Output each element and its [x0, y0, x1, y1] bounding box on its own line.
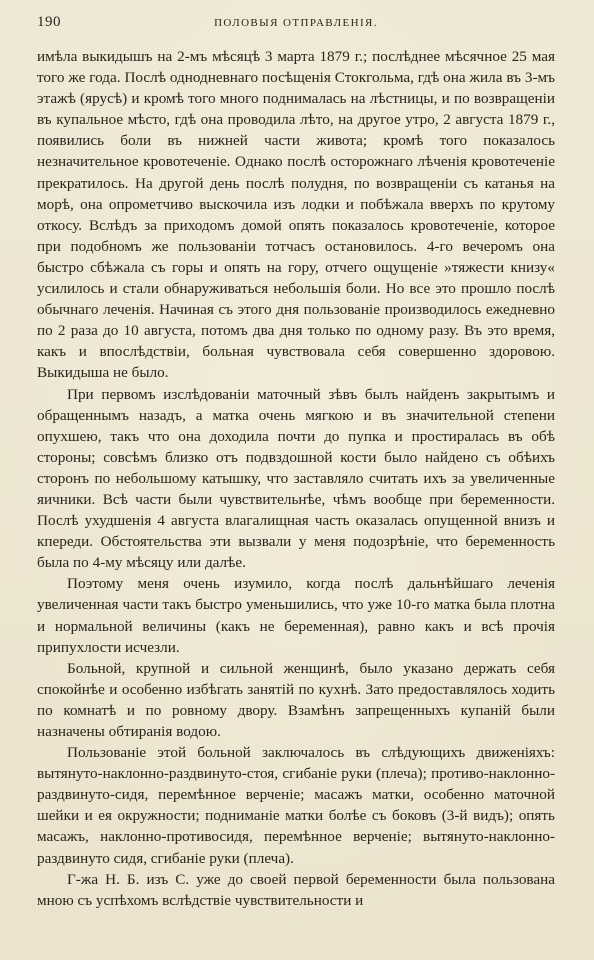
paragraph-examination: При первомъ изслѣдованіи маточный зѣвъ былъ найденъ закрытымъ и обращеннымъ назадъ, а матка очень мягкою и въ значительной степени опухшею, такъ что она доходила почти до пупка и простиралась въ обѣ стороны; совсѣмъ близко отъ подвздошной кости было найдено съ обѣихъ сторонъ по небольшому катышку, что заставляло считать ихъ за увеличенные яичники. Всѣ части были чувствительнѣе, чѣмъ вообще при беременности. Послѣ ухудшенія 4 августа влагалищная часть оказалась опущенной внизъ и кпереди. Обстоятельства эти вызвали у меня подозрѣніе, что беременность была по 4-му мѣсяцу или далѣе.: [37, 385, 555, 572]
page-header: [37, 14, 555, 38]
paragraph-movements: Пользованіе этой больной заключалось въ слѣдующихъ движеніяхъ: вытянуто-наклонно-раздвинуто-стоя, сгибаніе руки (плеча); противо-наклонно-раздвинуто-сидя, перемѣнное верченіе; масажъ матки, особенно маточной шейки и ея окружности; подниманіе матки болѣе съ боковъ (3-й видъ); опять масажъ, наклонно-противосидя, перемѣнное верченіе; вытянуто-наклонно-раздвинуто сидя, сгибаніе руки (плеча).: [37, 744, 555, 867]
paragraph-continuation: имѣла выкидышъ на 2-мъ мѣсяцѣ 3 марта 1879 г.; послѣднее мѣсячное 25 мая того же года. Послѣ однодневнаго посѣщенія Стокгольма, гдѣ она жила въ 3-мъ этажѣ (ярусѣ) и кромѣ того много поднималась на лѣстницы, и по возвращеніи въ купальное мѣсто, гдѣ она проводила лѣто, на другое утро, 2 августа 1879 г., появились боли въ нижней части живота; кромѣ того показалось незначительное кровотеченіе. Однако послѣ осторожнаго лѣченія кровотеченіе прекратилось. На другой день послѣ полудня, по возвращеніи съ катанья на морѣ, она опрометчиво выскочила изъ лодки и побѣжала вверхъ по крутому откосу. Вслѣдъ за приходомъ домой опять показалось кровотеченіе, которое при подобномъ же пользованіи тотчасъ остановилось. 4-го вечеромъ она быстро сбѣжала съ горы и опять на гору, отчего ощущеніе »тяжести книзу« усилилось и стали обнаруживаться небольшія боли. Но все это прошло послѣ обычнаго леченія. Начиная съ этого дня пользованіе производилось ежедневно по 2 раза до 10 августа, потомъ два дня только по одному разу. Въ это время, какъ и впослѣдствіи, больная чувствовала себя совершенно здоровою. Выкидыша не было.: [37, 48, 555, 382]
paragraph-instructions: Больной, крупной и сильной женщинѣ, было указано держать себя спокойнѣе и особенно избѣгать занятій по кухнѣ. Зато предоставлялось ходить по комнатѣ и по ровному двору. Взамѣнъ запрещенныхъ купаній были назначены обтиранія водою.: [37, 659, 555, 740]
paragraph-next-case: Г-жа Н. Б. изъ С. уже до своей первой беременности была пользована мною съ успѣхомъ вслѣдствіе чувствительности и: [37, 870, 555, 909]
page-number: 190: [37, 14, 61, 30]
paragraph-treatment-result: Поэтому меня очень изумило, когда послѣ дальнѣйшаго леченія увеличенная части такъ быстро уменьшились, что уже 10-го матка была плотна и нормальной величины (какъ не беременная), равно какъ и всѣ прочія припухлости исчезли.: [37, 575, 555, 656]
running-title: ПОЛОВЫЯ ОТПРАВЛЕНІЯ.: [214, 17, 378, 29]
body-text: [37, 46, 555, 911]
